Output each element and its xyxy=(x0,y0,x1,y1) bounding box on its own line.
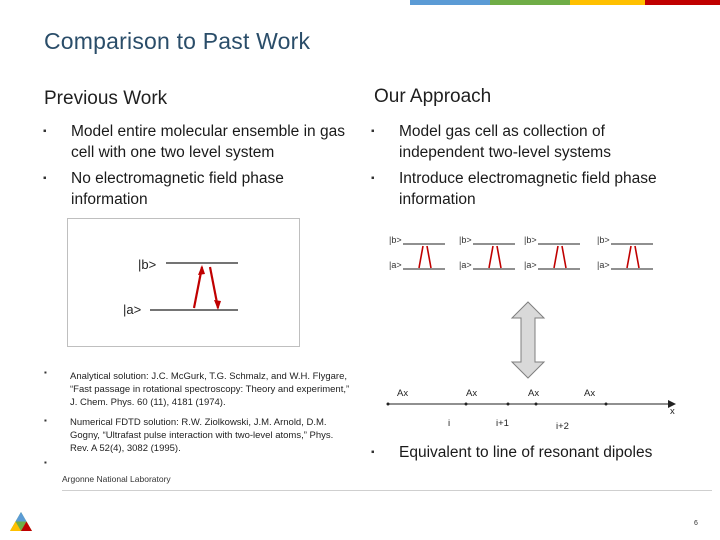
mini-level-a-1: |a> xyxy=(389,260,402,270)
field-label-ax-4: Ax xyxy=(584,388,596,399)
argonne-logo-icon xyxy=(8,510,34,534)
bullet-marker: ▪ xyxy=(371,173,375,184)
mini-two-level-row xyxy=(387,232,663,276)
axis-label-x: x xyxy=(670,406,675,417)
reference-2: Numerical FDTD solution: R.W. Ziolkowski, J.M. Arnold, D.M. Gogny, “Ultrafast pulse interaction with two-level atoms,” Phys. Rev. A 52(4), 3082 (1995). xyxy=(70,417,334,454)
mini-level-b-4: |b> xyxy=(597,235,610,245)
mini-level-a-4: |a> xyxy=(597,260,610,270)
bullet-marker: ▪ xyxy=(43,126,47,137)
mini-level-a-3: |a> xyxy=(524,260,537,270)
right-bullet-3-text: Equivalent to line of resonant dipoles xyxy=(399,444,653,461)
right-bullet-2-text: Introduce electromagnetic field phase information xyxy=(399,170,657,208)
level-a-label: |a> xyxy=(123,302,142,317)
right-bullet-1 xyxy=(371,121,689,163)
field-label-ax-2: Ax xyxy=(466,388,478,399)
mini-transition-icons xyxy=(387,232,663,276)
top-accent-bar xyxy=(410,0,720,5)
left-bullet-2-text: No electromagnetic field phase information xyxy=(71,170,284,208)
previous-work-heading: Previous Work xyxy=(44,88,168,109)
bullet-marker: ▪ xyxy=(371,126,375,137)
left-bullet-1-text: Model entire molecular ensemble in gas cell with one two level system xyxy=(71,123,345,161)
mini-level-b-2: |b> xyxy=(459,235,472,245)
right-bullet-1-text: Model gas cell as collection of independent two-level systems xyxy=(399,123,611,161)
field-label-ax-3: Ax xyxy=(528,388,540,399)
index-label-i-plus-1: i+1 xyxy=(496,418,509,429)
our-approach-heading: Our Approach xyxy=(374,86,492,107)
left-bullet-2 xyxy=(43,168,331,210)
reference-1: Analytical solution: J.C. McGurk, T.G. Schmalz, and W.H. Flygare, “Fast passage in rotational spectroscopy: Theory and experiment,” J. Chem. Phys. 60 (11), 4181 (1974). xyxy=(70,371,350,408)
field-label-ax-1: Ax xyxy=(397,388,409,399)
level-b-label: |b> xyxy=(138,257,157,272)
double-arrow-icon xyxy=(510,300,546,380)
index-label-i-plus-2: i+2 xyxy=(556,421,569,432)
left-bullet-1 xyxy=(43,121,346,163)
right-bullet-3 xyxy=(371,442,699,463)
index-label-i: i xyxy=(448,418,451,429)
mini-level-a-2: |a> xyxy=(459,260,472,270)
bullet-marker: ▪ xyxy=(43,173,47,184)
footer-divider xyxy=(62,490,712,491)
bullet-marker: ▪ xyxy=(371,447,375,458)
right-bullet-2 xyxy=(371,168,689,210)
two-level-diagram xyxy=(67,218,300,347)
two-level-transition-icon xyxy=(68,219,299,346)
footer-org: Argonne National Laboratory xyxy=(62,474,171,484)
spatial-lattice xyxy=(380,388,690,434)
slide-title: Comparison to Past Work xyxy=(44,28,311,54)
page-number: 6 xyxy=(694,520,698,527)
mini-level-b-1: |b> xyxy=(389,235,402,245)
mini-level-b-3: |b> xyxy=(524,235,537,245)
